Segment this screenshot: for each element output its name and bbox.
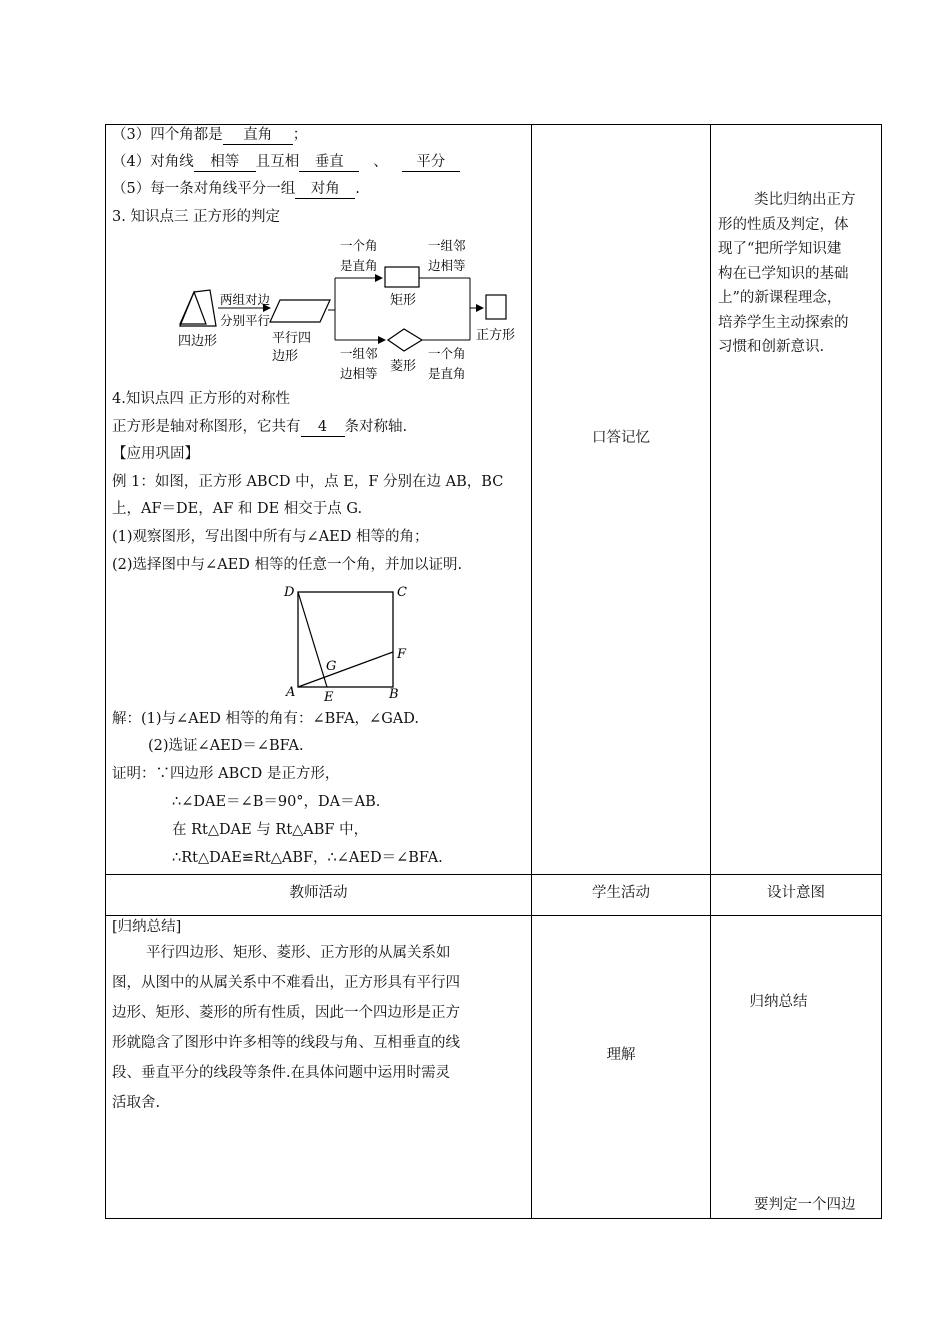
student-activity-recall: 口答记忆: [592, 430, 650, 446]
symmetry-statement: 正方形是轴对称图形，它共有 4 条对称轴.: [112, 419, 408, 435]
top-right-condition-line2: 边相等: [428, 258, 466, 273]
segment-af: [298, 652, 393, 687]
header-design-intent: 设计意图: [767, 885, 825, 901]
label-c: C: [397, 585, 407, 600]
summary-line: 边形、矩形、菱形的所有性质，因此一个四边形是正方: [112, 1005, 460, 1021]
summary-paragraph: [112, 938, 524, 1118]
summary-line: 平行四边形、矩形、菱形、正方形的从属关系如: [146, 945, 451, 961]
quadrilateral-label: 四边形: [178, 334, 218, 349]
column-divider-2: [710, 124, 711, 1219]
apply-heading: 【应用巩固】: [112, 446, 199, 462]
summary-line: 图，从图中的从属关系中不难看出，正方形具有平行四: [112, 975, 460, 991]
bottom-condition-line1: 一组邻: [340, 346, 378, 361]
design-intent-summary: 归纳总结: [749, 994, 808, 1010]
design-intent-line: 培养学生主动探索的: [718, 314, 849, 331]
square-label: 正方形: [476, 328, 516, 343]
table-left-border: [105, 124, 106, 1219]
design-intent-text: [718, 188, 878, 360]
rhombus-label: 菱形: [390, 359, 417, 374]
design-intent-line: 构在已学知识的基础: [718, 265, 849, 282]
design-intent-line: 类比归纳出正方: [754, 192, 856, 208]
table-bottom-border: [105, 1218, 882, 1219]
design-intent-line: 上”的新课程理念，: [718, 290, 842, 306]
rectangle-shape: [385, 267, 419, 287]
design-intent-line: 形的性质及判定，体: [718, 216, 849, 233]
example-line-1: 例 1：如图，正方形 ABCD 中，点 E，F 分别在边 AB，BC: [112, 474, 504, 490]
bottom-condition-line2: 边相等: [340, 366, 378, 381]
solution-line-2: (2)选证∠AED＝∠BFA.: [148, 738, 304, 754]
arrow1-label-line2: 分别平行: [220, 313, 271, 328]
property-4: （4）对角线 相等 且互相 垂直 、 平分: [112, 152, 460, 172]
example-line-2: 上，AF＝DE，AF 和 DE 相交于点 G.: [112, 501, 363, 517]
proof-line-2: ∴∠DAE＝∠B＝90°，DA＝AB.: [172, 794, 381, 810]
label-f: F: [397, 647, 407, 662]
knowledge-point-3-title: 3. 知识点三 正方形的判定: [112, 209, 281, 225]
label-a: A: [286, 685, 296, 700]
square-determination-diagram: [170, 232, 530, 384]
square-shape: [486, 295, 506, 319]
knowledge-point-4-title: 4.知识点四 正方形的对称性: [112, 391, 290, 407]
summary-line: 活取舍.: [112, 1095, 161, 1111]
arrow1-label-line1: 两组对边: [220, 292, 271, 307]
parallelogram-label-line2: 边形: [272, 349, 299, 364]
header-student-activity: 学生活动: [592, 885, 650, 901]
bottom-right-condition-line2: 是直角: [428, 366, 466, 381]
summary-line: 形就隐含了图形中许多相等的线段与角、互相垂直的线: [112, 1035, 460, 1051]
parallelogram-shape: [270, 300, 330, 322]
property-3: （3）四个角都是 直角 ；: [112, 127, 308, 143]
label-b: B: [389, 687, 399, 702]
parallelogram-label-line1: 平行四: [272, 331, 312, 346]
label-d: D: [284, 585, 295, 600]
row-divider-2: [105, 915, 882, 916]
summary-line: 段、垂直平分的线段等条件.在具体问题中运用时需灵: [112, 1065, 451, 1081]
design-intent-line: 习惯和创新意识.: [718, 339, 825, 355]
rhombus-shape: [388, 329, 422, 351]
question-2: (2)选择图中与∠AED 相等的任意一个角，并加以证明.: [112, 557, 463, 573]
square-abcd-figure: [280, 582, 410, 704]
design-intent-bottom: 要判定一个四边: [754, 1197, 856, 1213]
row-divider-1: [105, 874, 882, 875]
question-1: (1)观察图形，写出图中所有与∠AED 相等的角；: [112, 529, 429, 545]
label-e: E: [324, 690, 334, 704]
rectangle-label: 矩形: [390, 293, 417, 308]
student-activity-understand: 理解: [606, 1047, 636, 1063]
top-right-condition-line1: 一组邻: [428, 238, 466, 253]
top-condition-line2: 是直角: [340, 258, 378, 273]
proof-line-3: 在 Rt△DAE 与 Rt△ABF 中，: [172, 822, 369, 838]
design-intent-line: 现了“把所学知识建: [718, 241, 842, 257]
solution-line-1: 解：(1)与∠AED 相等的角有：∠BFA，∠GAD.: [112, 711, 419, 727]
bottom-right-condition-line1: 一个角: [428, 346, 466, 361]
property-5: （5）每一条对角线平分一组 对角 .: [112, 181, 360, 197]
label-g: G: [326, 659, 337, 674]
quadrilateral-shape: [180, 292, 206, 324]
segment-de: [298, 592, 327, 687]
header-teacher-activity: 教师活动: [289, 885, 348, 901]
table-right-border: [881, 124, 882, 1219]
summary-heading: [归纳总结]: [112, 919, 182, 935]
proof-line-4: ∴Rt△DAE≌Rt△ABF，∴∠AED＝∠BFA.: [172, 850, 443, 866]
top-condition-line1: 一个角: [340, 238, 378, 253]
proof-line-1: 证明：∵四边形 ABCD 是正方形，: [112, 766, 340, 782]
